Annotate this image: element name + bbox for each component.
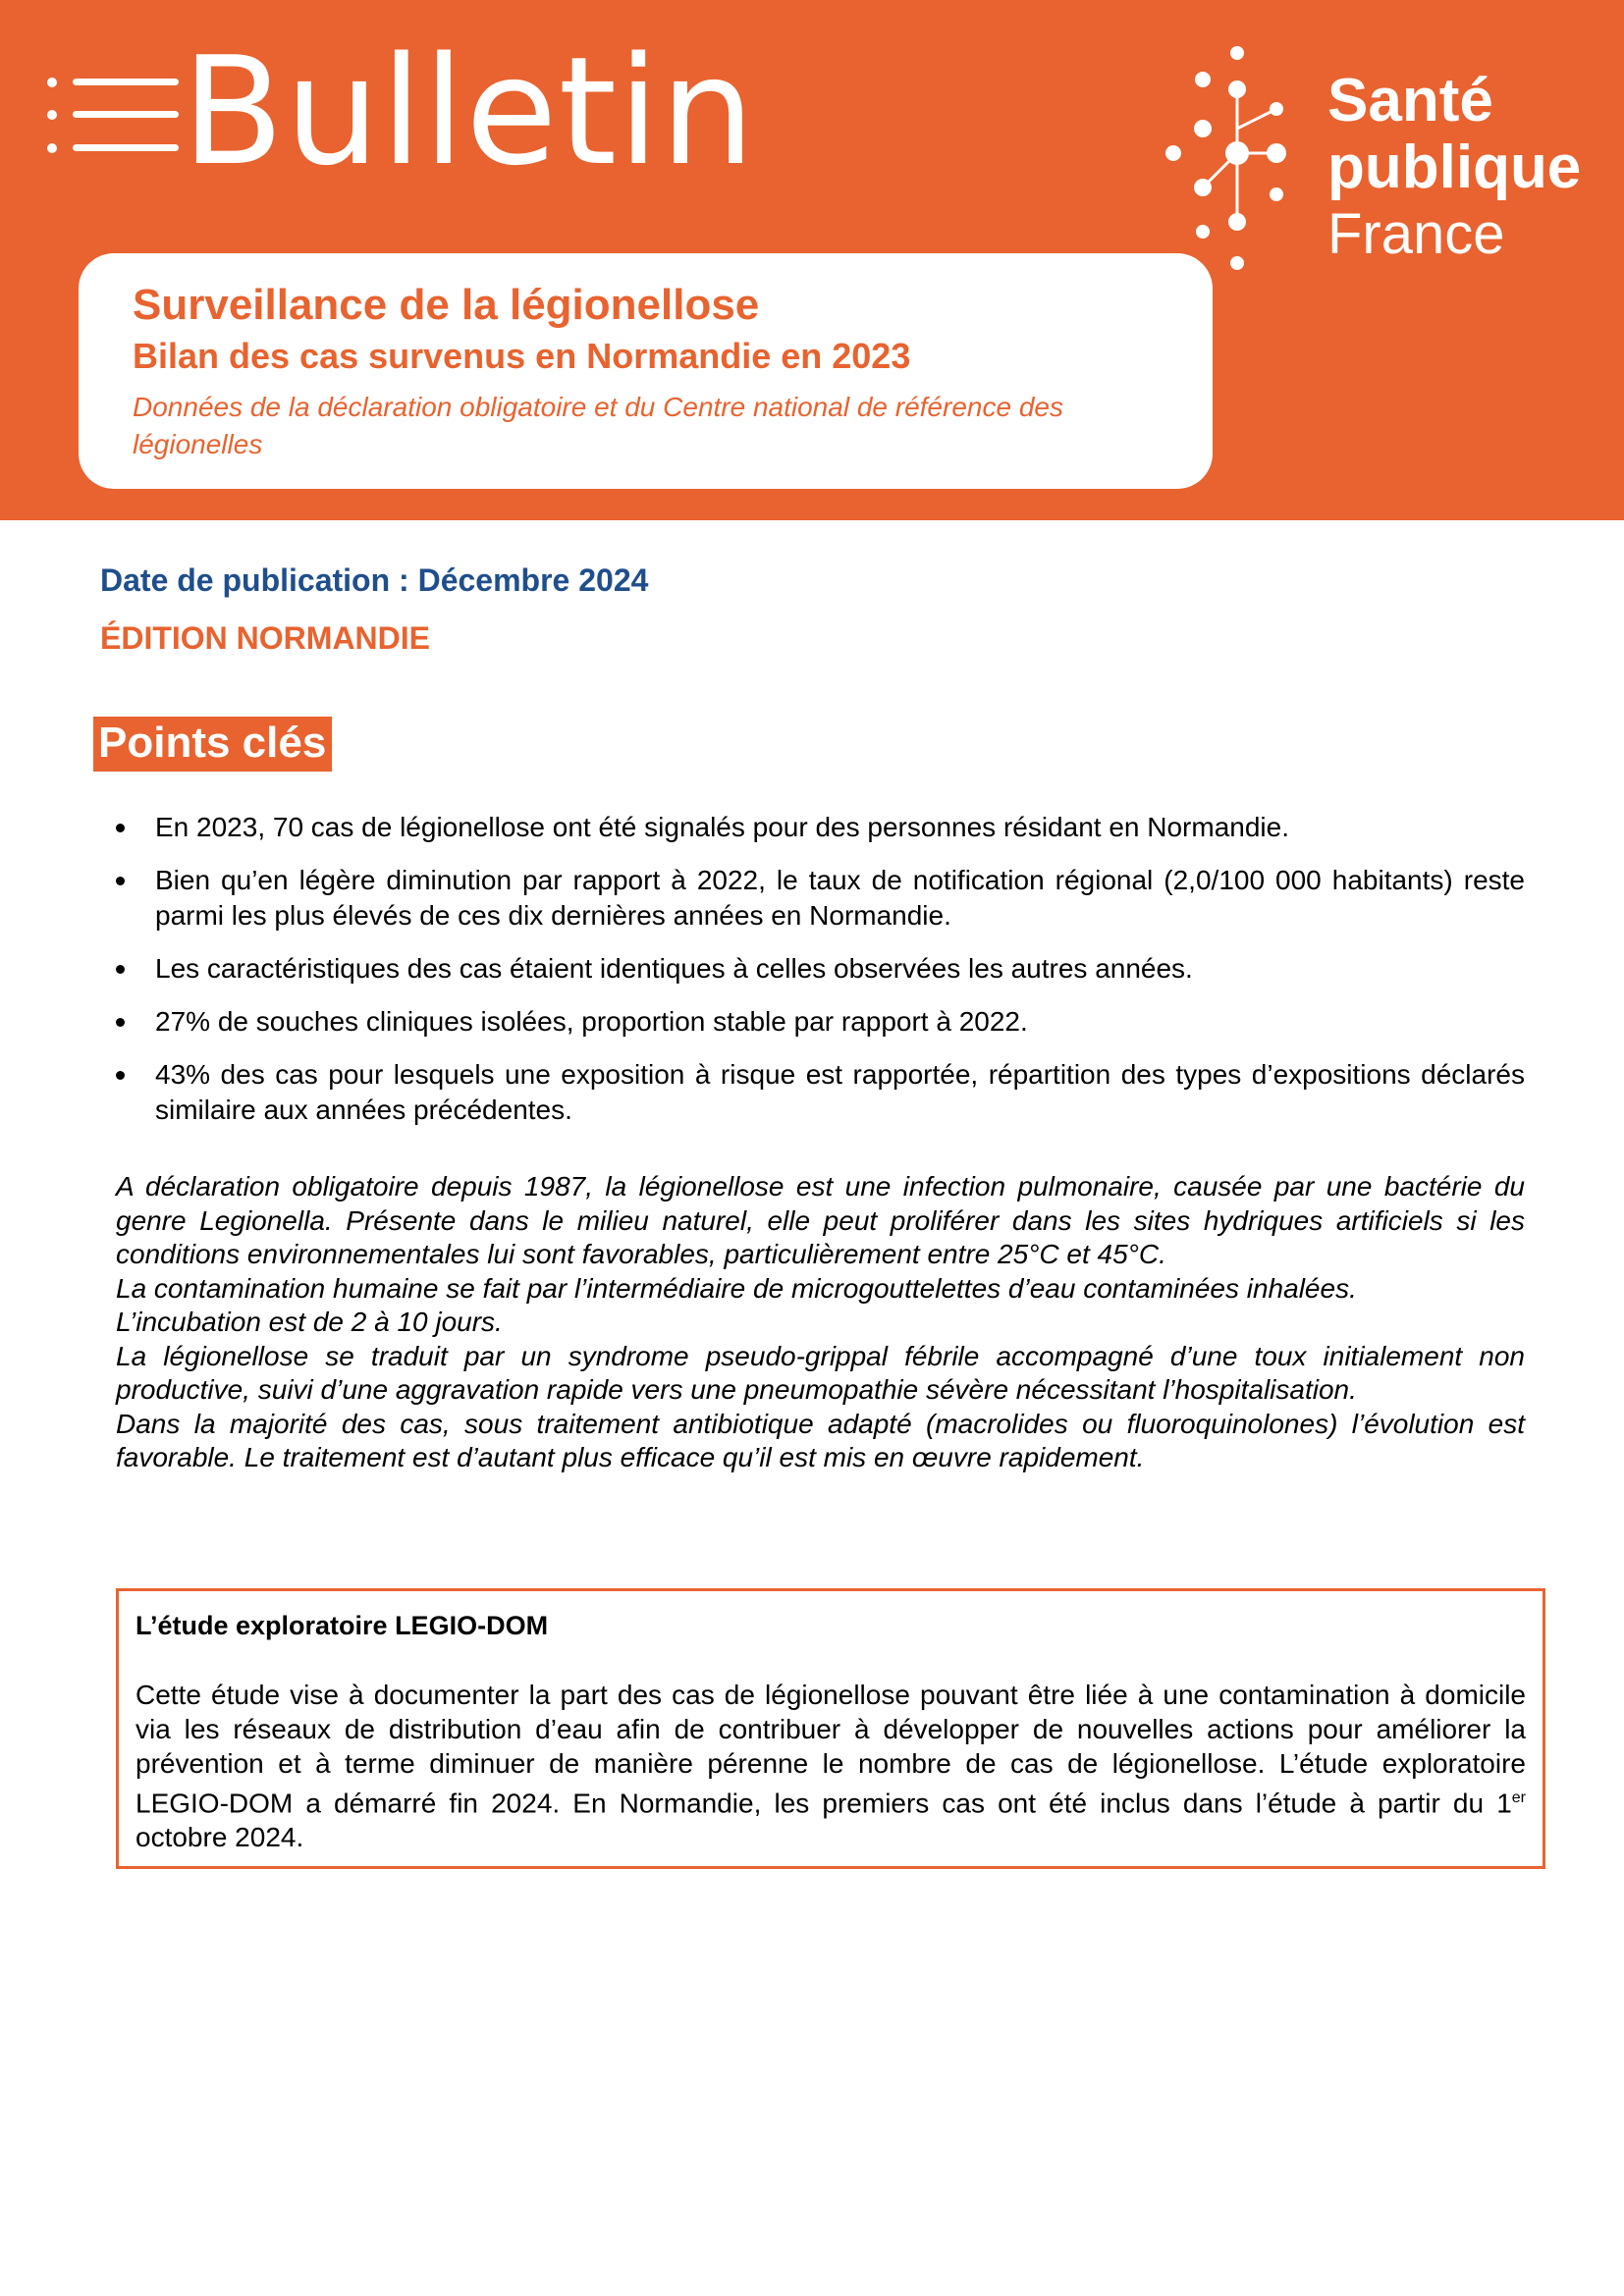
bullet-icon: [116, 1018, 125, 1027]
bullet-icon: [116, 877, 125, 885]
bullet-icon: [116, 965, 125, 974]
list-item-text: En 2023, 70 cas de légionellose ont été signalés pour des personnes résidant en Normandie.: [155, 812, 1289, 842]
key-points-heading: Points clés: [93, 717, 332, 772]
study-box-text: Cette étude vise à documenter la part des cas de légionellose pouvant être liée à une contamination à domicile via les réseaux de distribution d’eau afin de contribuer à développer de nouvelles actions pour améliorer la prévention et à terme diminuer de manière pérenne le nombre de cas de légionellose. L’étude exploratoire LEGIO-DOM a démarré fin 2024. En Normandie, les premiers cas ont été inclus dans l’étude à partir du 1: [135, 1680, 1526, 1819]
study-box-title: L’étude exploratoire LEGIO-DOM: [135, 1611, 549, 1640]
intro-paragraph: [116, 1170, 1525, 1475]
document-title: Surveillance de la légionellose: [133, 281, 760, 329]
list-item-text: 43% des cas pour lesquels une exposition à risque est rapportée, répartition des types d’expositions déclarés similaire aux années précédentes.: [155, 1059, 1525, 1125]
document-source: Données de la déclaration obligatoire et du Centre national de référence des légionelles: [133, 392, 1063, 459]
list-item-text: 27% de souches cliniques isolées, proportion stable par rapport à 2022.: [155, 1006, 1028, 1037]
intro-text: L’incubation est de 2 à 10 jours.: [116, 1307, 503, 1337]
brand-name: [1327, 67, 1582, 266]
list-item-text: Les caractéristiques des cas étaient identiques à celles observées les autres années.: [155, 953, 1193, 984]
ordinal-superscript: er: [1511, 1789, 1526, 1806]
bullet-icon: [116, 824, 125, 832]
study-box-body: [135, 1678, 1526, 1854]
brand-line-3: France: [1327, 202, 1505, 266]
key-points-list: [116, 810, 1525, 1146]
list-item: [116, 1057, 1525, 1128]
publication-date: Date de publication : Décembre 2024: [100, 562, 649, 598]
intro-text: A déclaration obligatoire depuis 1987, la légionellose est une infection pulmonaire, causée par une bactérie du genre Legionella. Présente dans le milieu naturel, elle peut proliférer dans les sites hydriques artificiels si les conditions environnementales lui sont favorables, particulièrement entre 25°C et 45°C.: [116, 1171, 1525, 1269]
title-card: [79, 253, 1213, 489]
header-banner: [0, 0, 1624, 520]
brand-line-2: publique: [1327, 133, 1582, 201]
list-item-text: Bien qu’en légère diminution par rapport à 2022, le taux de notification régional (2,0/100 000 habitants) reste parmi les plus élevés de ces dix dernières années en Normandie.: [155, 865, 1525, 931]
sante-publique-logo-icon: [1159, 35, 1296, 281]
list-item: [116, 1004, 1525, 1040]
intro-text: La légionellose se traduit par un syndrome pseudo-grippal fébrile accompagné d’une toux initialement non productive, suivi d’une aggravation rapide vers une pneumopathie sévère nécessitant l’hospitalisation.: [116, 1340, 1525, 1405]
bulletin-wordmark: Bulletin: [182, 25, 756, 198]
list-item: [116, 810, 1525, 845]
edition-label: ÉDITION NORMANDIE: [100, 620, 430, 656]
bullet-icon: [116, 1071, 125, 1080]
intro-text: La contamination humaine se fait par l’intermédiaire de microgouttelettes d’eau contaminées inhalées.: [116, 1272, 1357, 1304]
document-subtitle: Bilan des cas survenus en Normandie en 2023: [133, 336, 911, 376]
list-item: [116, 951, 1525, 987]
study-box: [116, 1588, 1545, 1869]
study-box-text-end: octobre 2024.: [135, 1822, 304, 1853]
intro-text: Dans la majorité des cas, sous traitement antibiotique adapté (macrolides ou fluoroquinolones) l’évolution est favorable. Le traitement est d’autant plus efficace qu’il est mis en œuvre rapidement.: [116, 1408, 1525, 1472]
list-item: [116, 863, 1525, 934]
brand-line-1: Santé: [1327, 67, 1493, 134]
